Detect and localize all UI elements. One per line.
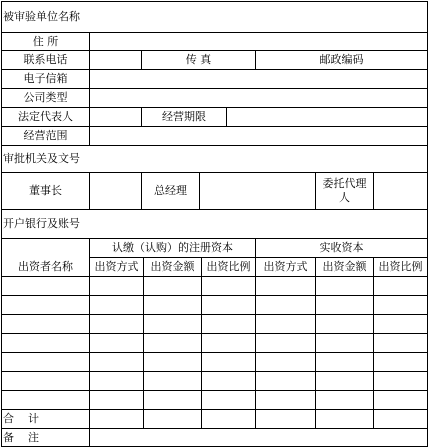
remark-label: 备 注 [3, 431, 39, 444]
phone-label: 联系电话 [23, 53, 68, 66]
paid-method-header: 出资方式 [263, 260, 308, 273]
rule-16 [1, 352, 428, 353]
rule-14 [1, 314, 428, 315]
rule-8 [1, 172, 428, 173]
rule-3 [1, 69, 428, 70]
rule-6 [1, 126, 428, 127]
rule-11 [90, 257, 428, 258]
paid-amount-header: 出资金额 [322, 260, 367, 273]
paid-ratio-header: 出资比例 [378, 260, 423, 273]
rule-bottom [1, 446, 428, 447]
entity-name-label: 被审验单位名称 [3, 10, 80, 23]
subscribed-ratio-header: 出资比例 [206, 260, 251, 273]
subscribed-capital-header: 认缴（认购）的注册资本 [112, 241, 233, 254]
agent-label-line1: 委托代理 [322, 177, 367, 190]
rule-18 [1, 390, 428, 391]
remark-divider [89, 428, 90, 447]
rule-top [1, 1, 428, 2]
grid-col-6 [373, 257, 374, 429]
company-type-label: 公司类型 [23, 91, 68, 104]
label-divider-upper [89, 32, 90, 146]
term-label: 经营期限 [162, 110, 206, 123]
gm-label: 总经理 [154, 184, 187, 197]
rule-4 [1, 88, 428, 89]
subscribed-method-header: 出资方式 [94, 260, 139, 273]
rule-19 [1, 409, 428, 410]
legal-rep-label: 法定代表人 [18, 110, 73, 123]
rule-7 [1, 145, 428, 146]
postcode-label: 邮政编码 [319, 53, 364, 66]
address-label: 住 所 [32, 35, 59, 48]
officer-divider-3 [199, 172, 200, 210]
bank-label: 开户银行及账号 [3, 217, 80, 230]
rule-12 [1, 276, 428, 277]
rule-2 [1, 50, 428, 51]
grid-col-2 [143, 257, 144, 429]
fax-label: 传 真 [185, 53, 212, 66]
term-divider-b [226, 107, 227, 127]
rule-9 [1, 209, 428, 210]
rule-17 [1, 371, 428, 372]
investor-column-header: 出资者名称 [18, 260, 73, 273]
subscribed-amount-header: 出资金额 [150, 260, 195, 273]
rule-10 [1, 238, 428, 239]
rule-1 [1, 32, 428, 33]
officer-divider-1 [89, 172, 90, 210]
grid-col-5 [315, 257, 316, 429]
rule-5 [1, 107, 428, 108]
chairman-label: 董事长 [29, 184, 62, 197]
rule-20 [1, 428, 428, 429]
rule-13 [1, 295, 428, 296]
total-label: 合 计 [3, 412, 39, 425]
approval-label: 审批机关及文号 [3, 152, 80, 165]
officer-divider-5 [373, 172, 374, 210]
agent-label-line2: 人 [339, 191, 350, 204]
paid-capital-header: 实收资本 [319, 241, 364, 254]
right-border [427, 1, 428, 447]
grid-col-3 [201, 257, 202, 429]
left-border [1, 1, 2, 447]
email-label: 电子信箱 [23, 72, 68, 85]
rule-15 [1, 333, 428, 334]
scope-label: 经营范围 [23, 129, 68, 142]
